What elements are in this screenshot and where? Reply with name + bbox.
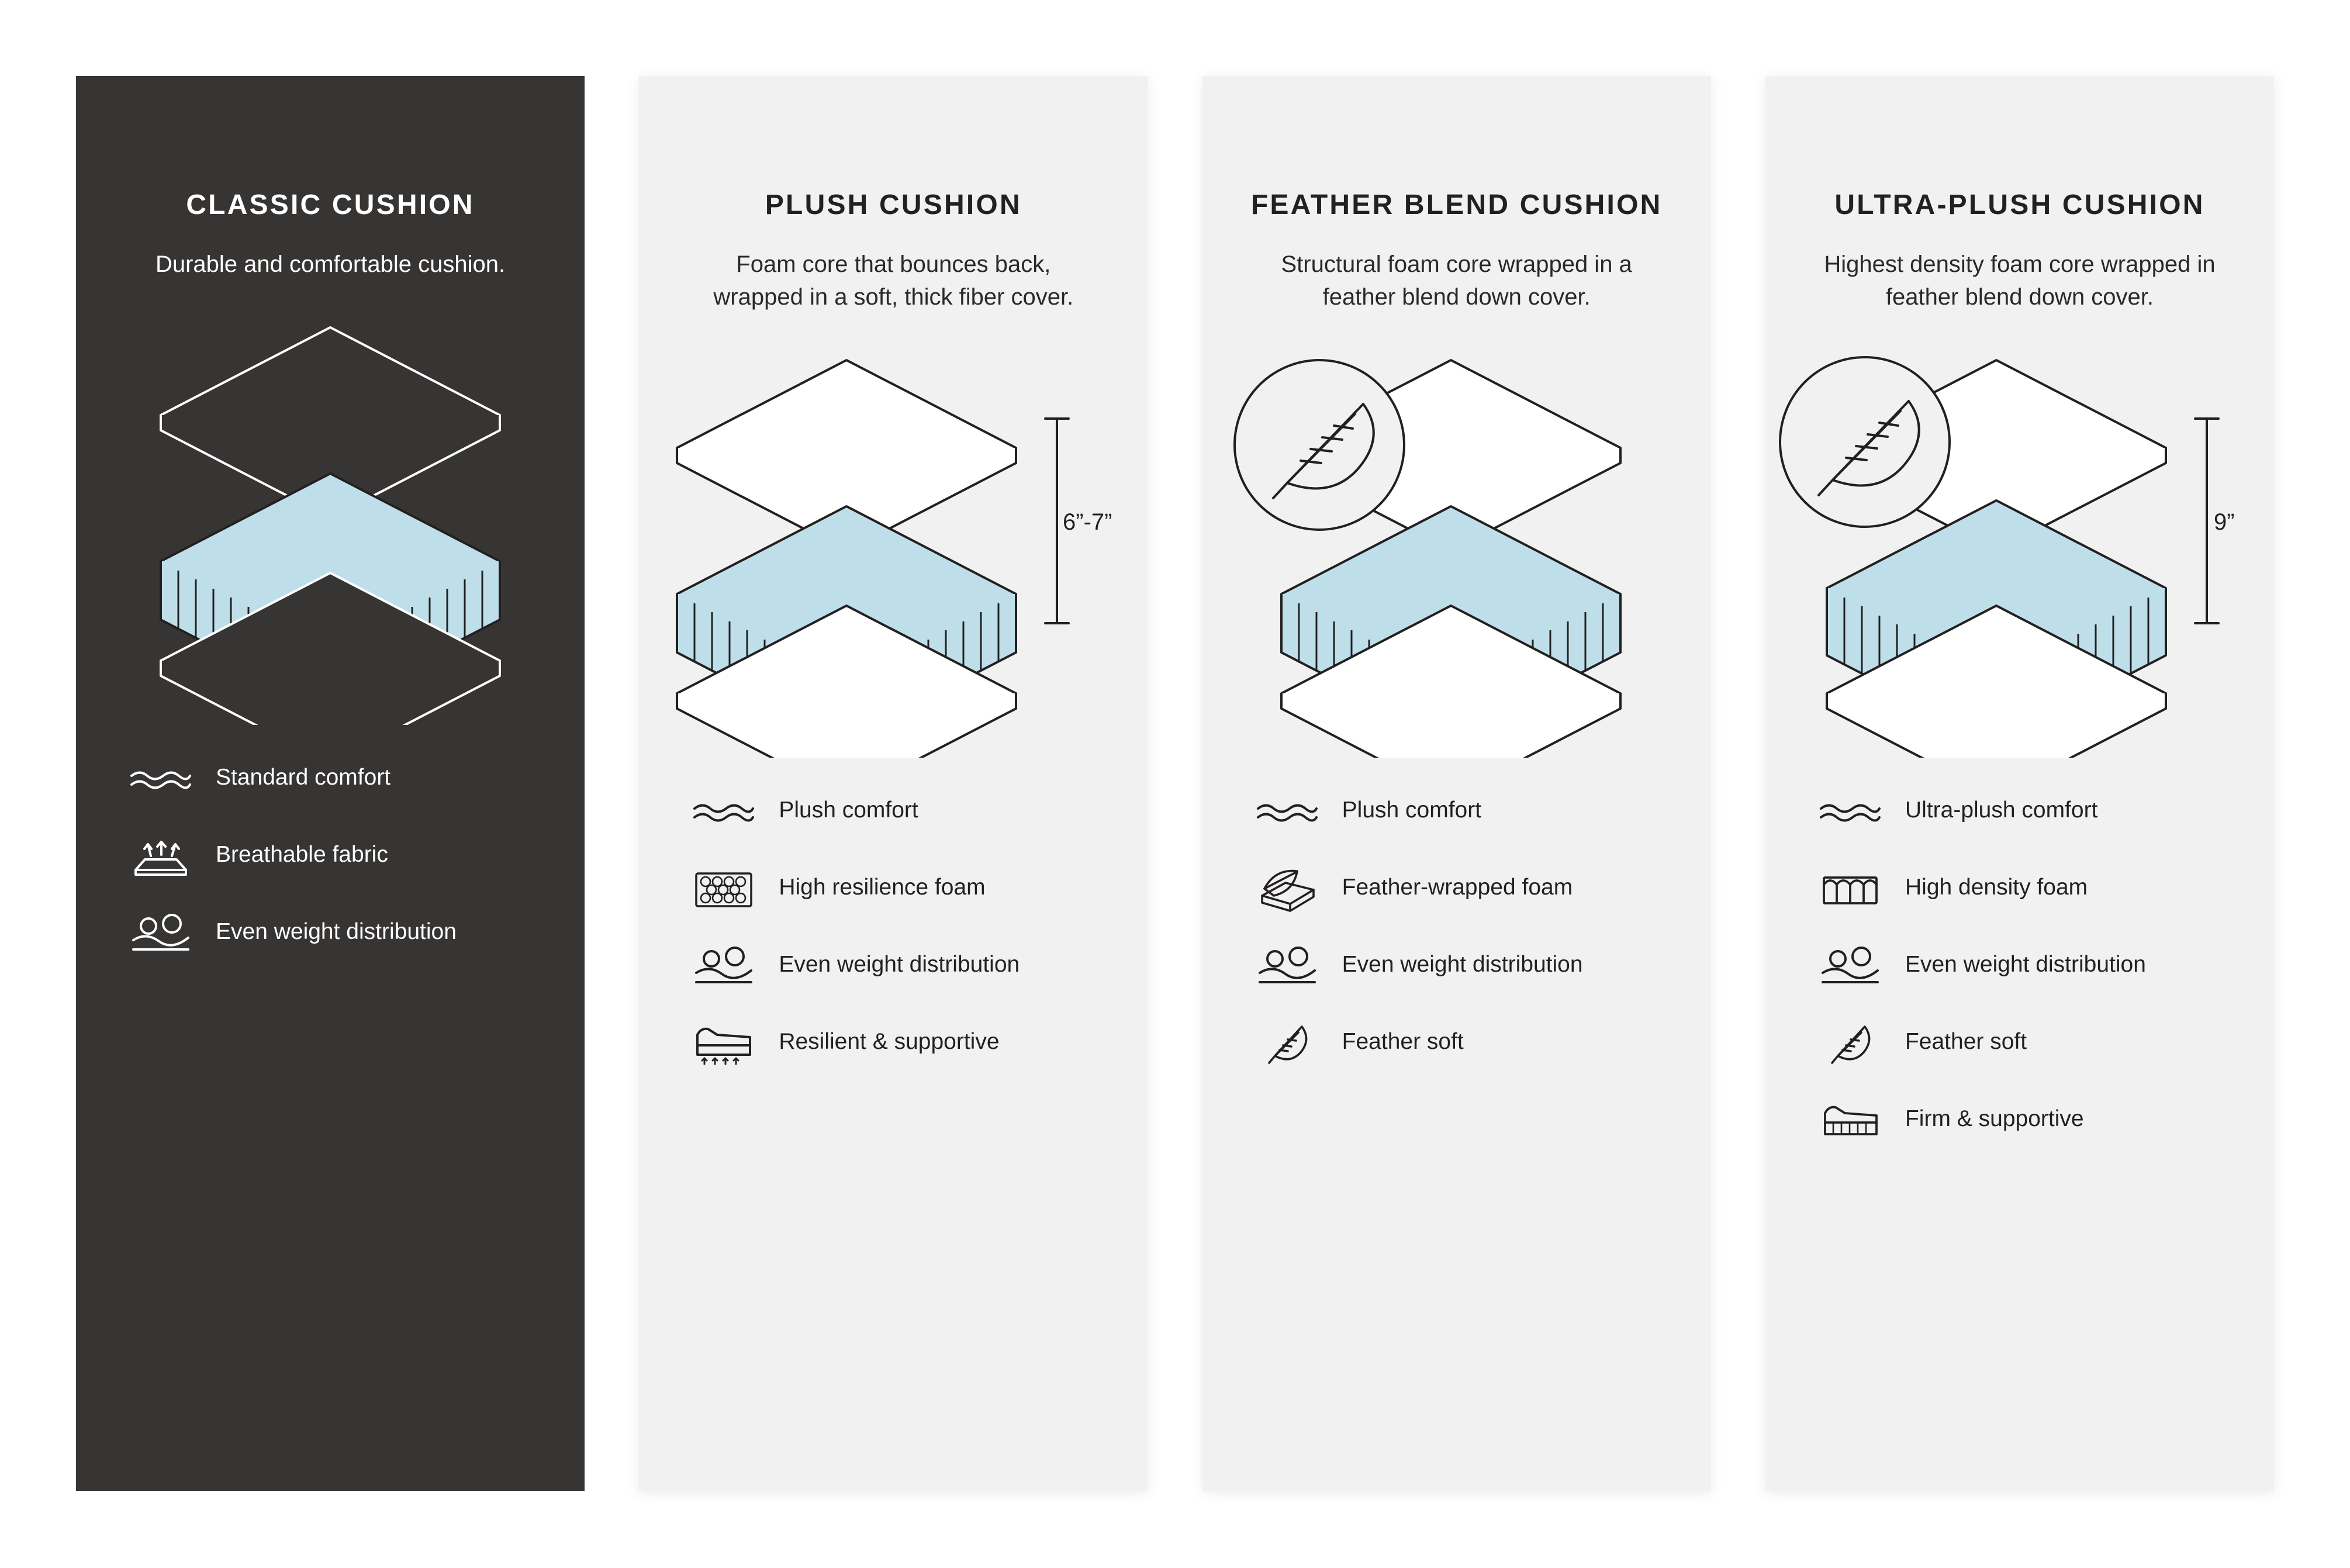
dimension-label: 6”-7”: [1063, 509, 1112, 536]
card-title: CLASSIC CUSHION: [186, 189, 475, 220]
feature-label: Feather soft: [1342, 1029, 1464, 1055]
feature-list: [126, 754, 535, 960]
firm-support-icon: [1815, 1096, 1885, 1147]
card-title: ULTRA-PLUSH CUSHION: [1834, 189, 2205, 220]
feather-badge: [1235, 360, 1404, 530]
feature-label: Even weight distribution: [779, 952, 1020, 978]
honeycomb-foam-icon: [689, 864, 759, 916]
card-title: PLUSH CUSHION: [765, 189, 1022, 220]
card-description: Foam core that bounces back, wrapped in a soft, thick fiber cover.: [713, 251, 1074, 310]
card-classic-cushion: [76, 76, 585, 1491]
feather-badge: [1780, 357, 1950, 527]
feature-item: [1252, 1018, 1661, 1070]
feature-item: [1815, 864, 2224, 916]
cushion-illustration-feather-blend: [1202, 331, 1711, 775]
feature-item: [1252, 941, 1661, 993]
feature-list: [689, 787, 1098, 1070]
feature-label: Plush comfort: [1342, 797, 1482, 823]
feature-label: High resilience foam: [779, 875, 986, 900]
resilient-support-icon: [689, 1018, 759, 1070]
even-weight-distribution-icon: [126, 909, 196, 960]
card-ultra-plush-cushion: [1765, 76, 2274, 1491]
card-feather-blend-cushion: [1202, 76, 1711, 1491]
feature-label: Even weight distribution: [216, 919, 457, 945]
wave-comfort-icon: [126, 754, 196, 806]
feature-item: [689, 941, 1098, 993]
wave-comfort-icon: [1815, 787, 1885, 838]
feature-item: [126, 754, 535, 806]
cushion-illustration-ultra-plush: [1765, 331, 2274, 775]
feature-label: Even weight distribution: [1905, 952, 2146, 978]
feature-list: [1252, 787, 1661, 1070]
even-weight-distribution-icon: [1815, 941, 1885, 993]
card-description: Highest density foam core wrapped in feather blend down cover.: [1824, 251, 2216, 310]
card-title: FEATHER BLEND CUSHION: [1250, 189, 1663, 220]
cushion-illustration-classic: [76, 298, 585, 742]
feature-label: Firm & supportive: [1905, 1106, 2084, 1132]
high-density-foam-icon: [1815, 864, 1885, 916]
feature-label: Even weight distribution: [1342, 952, 1583, 978]
card-description: Structural foam core wrapped in a feather blend down cover.: [1281, 251, 1632, 310]
feature-item: [1252, 864, 1661, 916]
feature-label: Breathable fabric: [216, 842, 388, 868]
feature-item: [126, 831, 535, 883]
feature-item: [689, 1018, 1098, 1070]
breathable-fabric-icon: [126, 831, 196, 883]
feather-icon: [1252, 1018, 1322, 1070]
feature-label: Plush comfort: [779, 797, 918, 823]
feature-item: [1815, 941, 2224, 993]
feature-item: [689, 864, 1098, 916]
feature-label: High density foam: [1905, 875, 2088, 900]
cushion-illustration-plush: [639, 331, 1148, 775]
feature-label: Standard comfort: [216, 765, 391, 790]
feature-item: [1815, 787, 2224, 838]
feature-item: [1815, 1096, 2224, 1147]
feature-item: [689, 787, 1098, 838]
feature-item: [1815, 1018, 2224, 1070]
wave-comfort-icon: [689, 787, 759, 838]
dimension-label: 9”: [2213, 509, 2235, 536]
feature-item: [1252, 787, 1661, 838]
card-plush-cushion: [639, 76, 1148, 1491]
feather-icon: [1815, 1018, 1885, 1070]
feature-label: Feather-wrapped foam: [1342, 875, 1573, 900]
feature-item: [126, 909, 535, 960]
card-description: Durable and comfortable cushion.: [155, 251, 506, 278]
feature-label: Ultra-plush comfort: [1905, 797, 2098, 823]
wave-comfort-icon: [1252, 787, 1322, 838]
feature-label: Resilient & supportive: [779, 1029, 1000, 1055]
even-weight-distribution-icon: [1252, 941, 1322, 993]
even-weight-distribution-icon: [689, 941, 759, 993]
feather-wrapped-foam-icon: [1252, 864, 1322, 916]
feature-list: [1815, 787, 2224, 1147]
feature-label: Feather soft: [1905, 1029, 2027, 1055]
